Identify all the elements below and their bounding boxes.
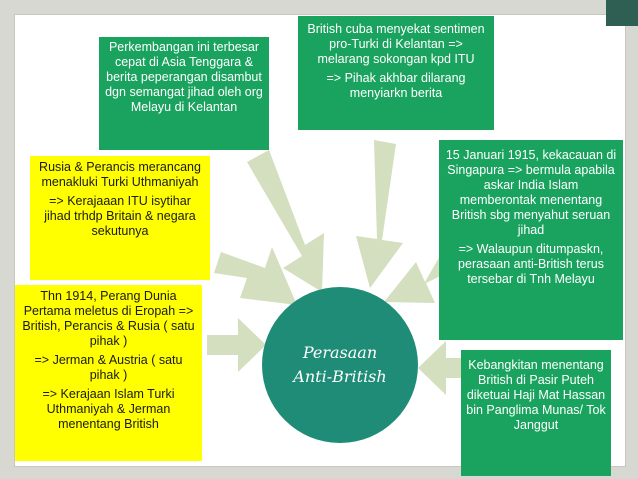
box-bottom-right-text: Kebangkitan menentang British di Pasir Puteh diketuai Haji Mat Hassan bin Panglima Munas/ Tok Janggut	[466, 358, 606, 432]
box-bottom-left-text-1: Thn 1914, Perang Dunia Pertama meletus di Eropah => British, Perancis & Rusia ( satu pihak )	[22, 289, 195, 348]
center-node-line-1: Perasaan	[302, 343, 378, 362]
arrow-mid-left	[214, 247, 297, 305]
arrow-bottom-left	[207, 318, 266, 372]
box-mid-left-text-1: Rusia & Perancis merancang menakluki Turki Uthmaniyah	[39, 160, 201, 189]
box-mid-left-text-2: => Kerajaaan ITU isytihar jihad trhdp Britain & negara sekutunya	[44, 194, 196, 238]
box-top-left	[99, 37, 269, 150]
arrow-top-right	[356, 140, 403, 288]
box-right-text-1: 15 Januari 1915, kekacauan di Singapura => bermula apabila askar India Islam memberontak menentang British sbg menyahut seruan jihad	[445, 148, 617, 237]
box-top-right	[298, 16, 494, 130]
box-top-right-text-2: => Pihak akhbar dilarang menyiarkn berita	[326, 71, 466, 100]
box-right-text-2: => Walaupun ditumpaskn, perasaan anti-British terus tersebar di Tnh Melayu	[458, 242, 604, 286]
box-bottom-left-text-2: => Jerman & Austria ( satu pihak )	[34, 353, 183, 382]
box-top-right-text-1: British cuba menyekat sentimen pro-Turki di Kelantan => melarang sokongan kpd ITU	[307, 22, 485, 66]
center-node-line-2: Anti-British	[293, 367, 387, 386]
box-bottom-right	[461, 350, 611, 476]
box-bottom-left	[15, 285, 202, 461]
box-right	[439, 140, 623, 340]
center-node	[262, 287, 418, 443]
box-bottom-left-text-3: => Kerajaan Islam Turki Uthmaniyah & Jerman menentang British	[42, 387, 175, 431]
box-mid-left	[30, 156, 210, 280]
arrow-bottom-right	[418, 341, 462, 395]
box-top-left-text: Perkembangan ini terbesar cepat di Asia Tenggara & berita peperangan disambut dgn semangat jihad oleh org Melayu di Kelantan	[105, 40, 263, 114]
